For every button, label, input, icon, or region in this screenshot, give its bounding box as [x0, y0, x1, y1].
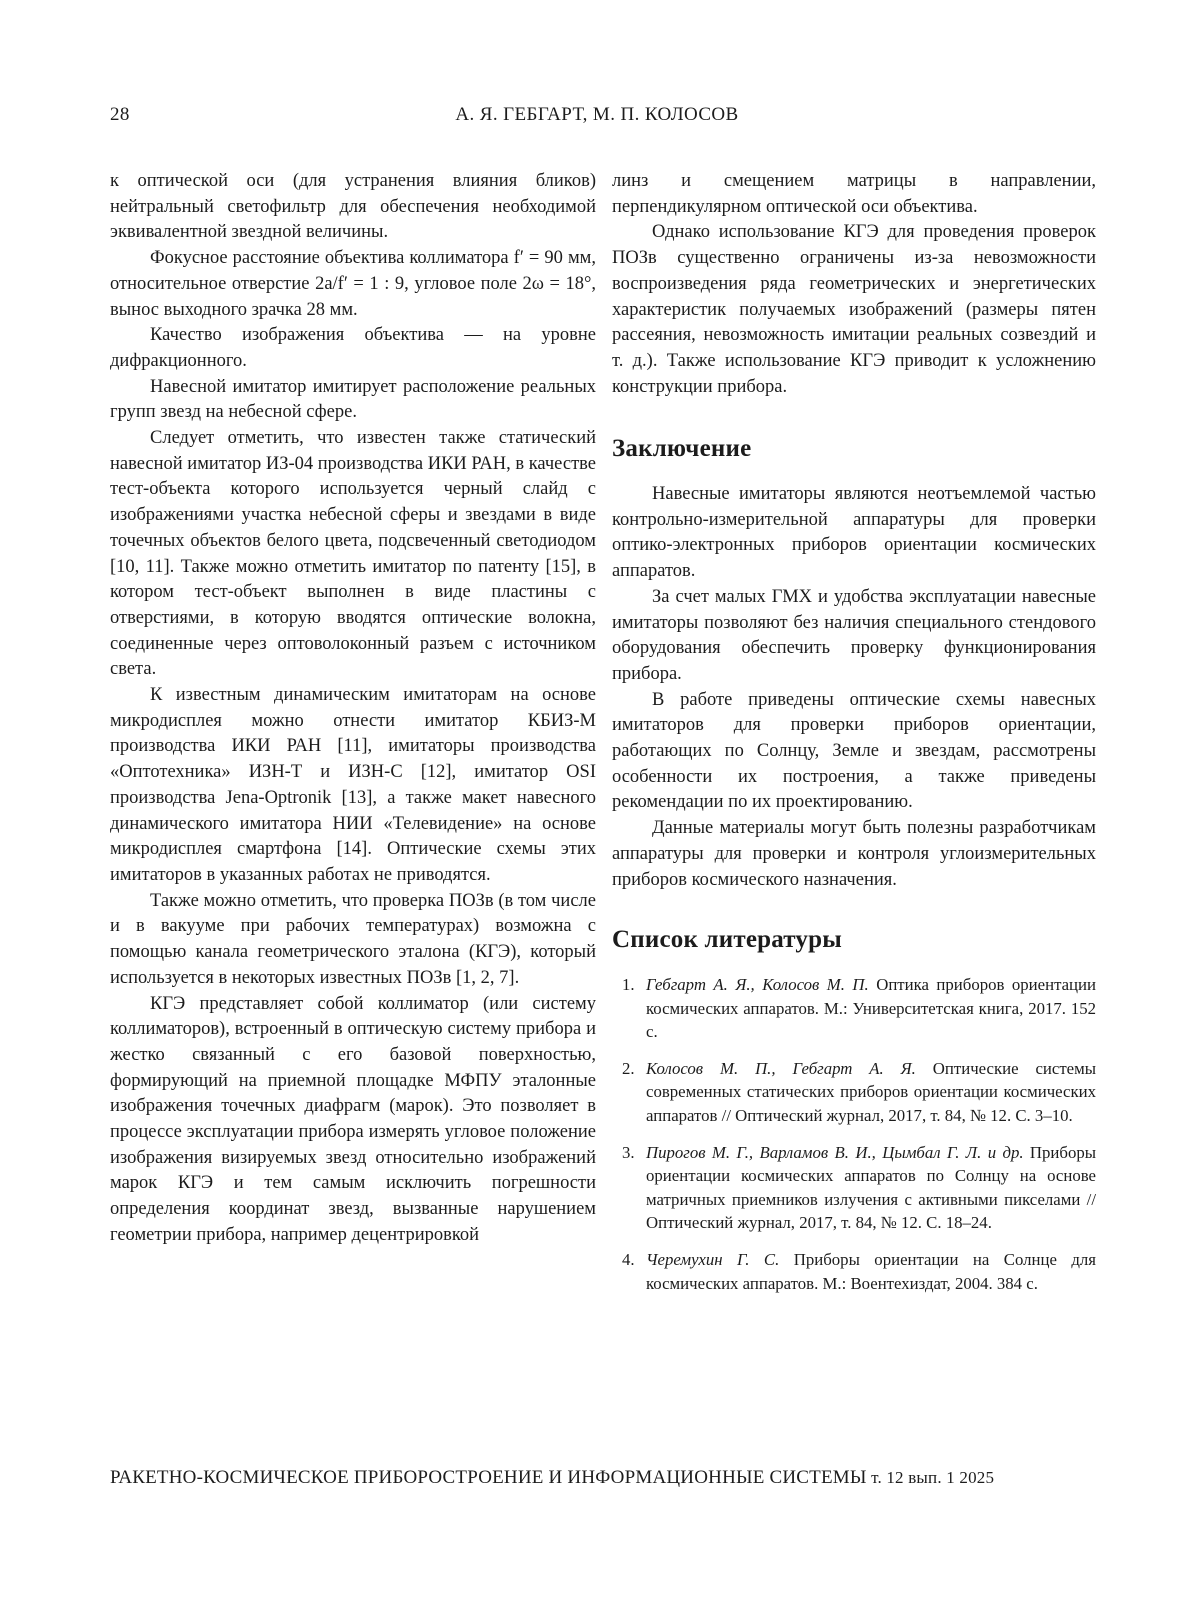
references-heading: Список литературы [612, 926, 842, 954]
paragraph: В работе приведены оптические схемы навесных имитаторов для проверки приборов ориентации, работающих по Солнцу, Земле и звездам, рассмотрены особенности их построения, а также приведены рекомендации по их проектированию. [612, 689, 1096, 813]
paragraph: Навесной имитатор имитирует расположение реальных групп звезд на небесной сфере. [110, 376, 596, 423]
reference-authors: Колосов М. П., Гебгарт А. Я. [646, 1058, 916, 1078]
reference-text: Приборы ориентации на Солнце для космических аппаратов. М.: Воентехиздат, 2004. 384 с. [646, 1249, 1096, 1293]
page-number: 28 [110, 104, 130, 125]
reference-number: 1. [622, 974, 635, 994]
paragraph: КГЭ представляет собой коллиматор (или систему коллиматоров), встроенный в оптическую систему прибора и жестко связанный с его базовой поверхностью, формирующий на приемной площадке МФПУ эталонные изображения точечных диафрагм (марок). Это позволяет в процессе эксплуатации прибора измерять угловое положение изображения визируемых звезд относительно изображений марок КГЭ и тем самым исключить погрешности определения координат звезд, вызванные нарушением геометрии прибора, например децентрировкой [110, 993, 596, 1245]
reference-list [612, 973, 1096, 1295]
reference-item [612, 1057, 1096, 1128]
reference-authors: Пирогов М. Г., Варламов В. И., Цымбал Г. Л. и др. [646, 1142, 1024, 1162]
running-header [110, 104, 1084, 132]
paragraph: За счет малых ГМХ и удобства эксплуатации навесные имитаторы позволяют без наличия специального стендового оборудования обеспечить проверку функционирования прибора. [612, 586, 1096, 684]
reference-number: 2. [622, 1058, 635, 1078]
paragraph: Данные материалы могут быть полезны разработчикам аппаратуры для проверки и контроля углоизмерительных приборов космического назначения. [612, 818, 1096, 890]
paragraph: к оптической оси (для устранения влияния бликов) нейтральный светофильтр для обеспечения необходимой эквивалентной звездной величины. [110, 171, 596, 243]
conclusion-heading: Заключение [612, 435, 752, 463]
paragraph: К известным динамическим имитаторам на основе микродисплея можно отнести имитатор КБИЗ-М производства ИКИ РАН [11], имитаторы производства «Оптотехника» ИЗН-Т и ИЗН-С [12], имитатор OSI производства Jena-Optronik [13], а также макет навесного динамического имитатора НИИ «Телевидение» на основе микродисплея смартфона [14]. Оптические схемы этих имитаторов в указанных работах не приводятся. [110, 685, 596, 885]
reference-number: 3. [622, 1142, 635, 1162]
paragraph: Следует отметить, что известен также статический навесной имитатор ИЗ-04 производства ИКИ РАН, в качестве тест-объекта которого используется черный слайд с изображениями участка небесной сферы и звездами в виде точечных объектов белого цвета, подсвеченный светодиодом [10, 11]. Также можно отметить имитатор по патенту [15], в котором тест-объект выполнен в виде пластины с отверстиями, в которую вводятся оптические волокна, соединенные через оптоволоконный разъем с источником света. [110, 428, 596, 680]
paragraph: линз и смещением матрицы в направлении, перпендикулярном оптической оси объектива. [612, 171, 1096, 217]
reference-number: 4. [622, 1249, 635, 1269]
paragraph: Качество изображения объектива — на уровне дифракционного. [110, 325, 596, 371]
reference-authors: Гебгарт А. Я., Колосов М. П. [646, 974, 869, 994]
reference-item [612, 973, 1096, 1044]
reference-text: Оптические системы современных статических приборов ориентации космических аппаратов // Оптический журнал, 2017, т. 84, № 12. С. 3–10. [646, 1058, 1096, 1125]
paragraph: Также можно отметить, что проверка ПОЗв (в том числе и в вакууме при рабочих температурах) возможна с помощью канала геометрического эталона (КГЭ), который используется в некоторых известных ПОЗв [1, 2, 7]. [110, 890, 596, 988]
reference-text: Оптика приборов ориентации космических аппаратов. М.: Университетская книга, 2017. 152 с. [646, 974, 1097, 1042]
right-column [612, 169, 1096, 1308]
journal-issue: т. 12 вып. 1 2025 [866, 1468, 995, 1487]
reference-authors: Черемухин Г. С. [646, 1249, 780, 1269]
journal-title: РАКЕТНО-КОСМИЧЕСКОЕ ПРИБОРОСТРОЕНИЕ И ИНФОРМАЦИОННЫЕ СИСТЕМЫ [110, 1467, 867, 1488]
paragraph: Фокусное расстояние объектива коллиматора f′ = 90 мм, относительное отверстие 2a/f′ = 1 : 9, угловое поле 2ω = 18°, вынос выходного зрачка 28 мм. [110, 248, 596, 320]
reference-item [612, 1141, 1096, 1235]
reference-item [612, 1248, 1096, 1295]
left-column [110, 169, 596, 1249]
paragraph: Однако использование КГЭ для проведения проверок ПОЗв существенно ограничены из-за невозможности воспроизведения ряда геометрических и энергетических характеристик получаемых изображений (размеры пятен рассеяния, невозможность имитации реальных созвездий и т. д.). Также использование КГЭ приводит к усложнению конструкции прибора. [612, 222, 1096, 397]
reference-text: Приборы ориентации космических аппаратов по Солнцу на основе матричных приемников излучения с активными пикселами // Оптический журнал, 2017, т. 84, № 12. С. 18–24. [646, 1142, 1096, 1233]
journal-footer [110, 1467, 1090, 1489]
paragraph: Навесные имитаторы являются неотъемлемой частью контрольно-измерительной аппаратуры для проверки оптико-электронных приборов ориентации космических аппаратов. [612, 484, 1096, 582]
running-header-authors: А. Я. ГЕБГАРТ, М. П. КОЛОСОВ [455, 104, 739, 125]
